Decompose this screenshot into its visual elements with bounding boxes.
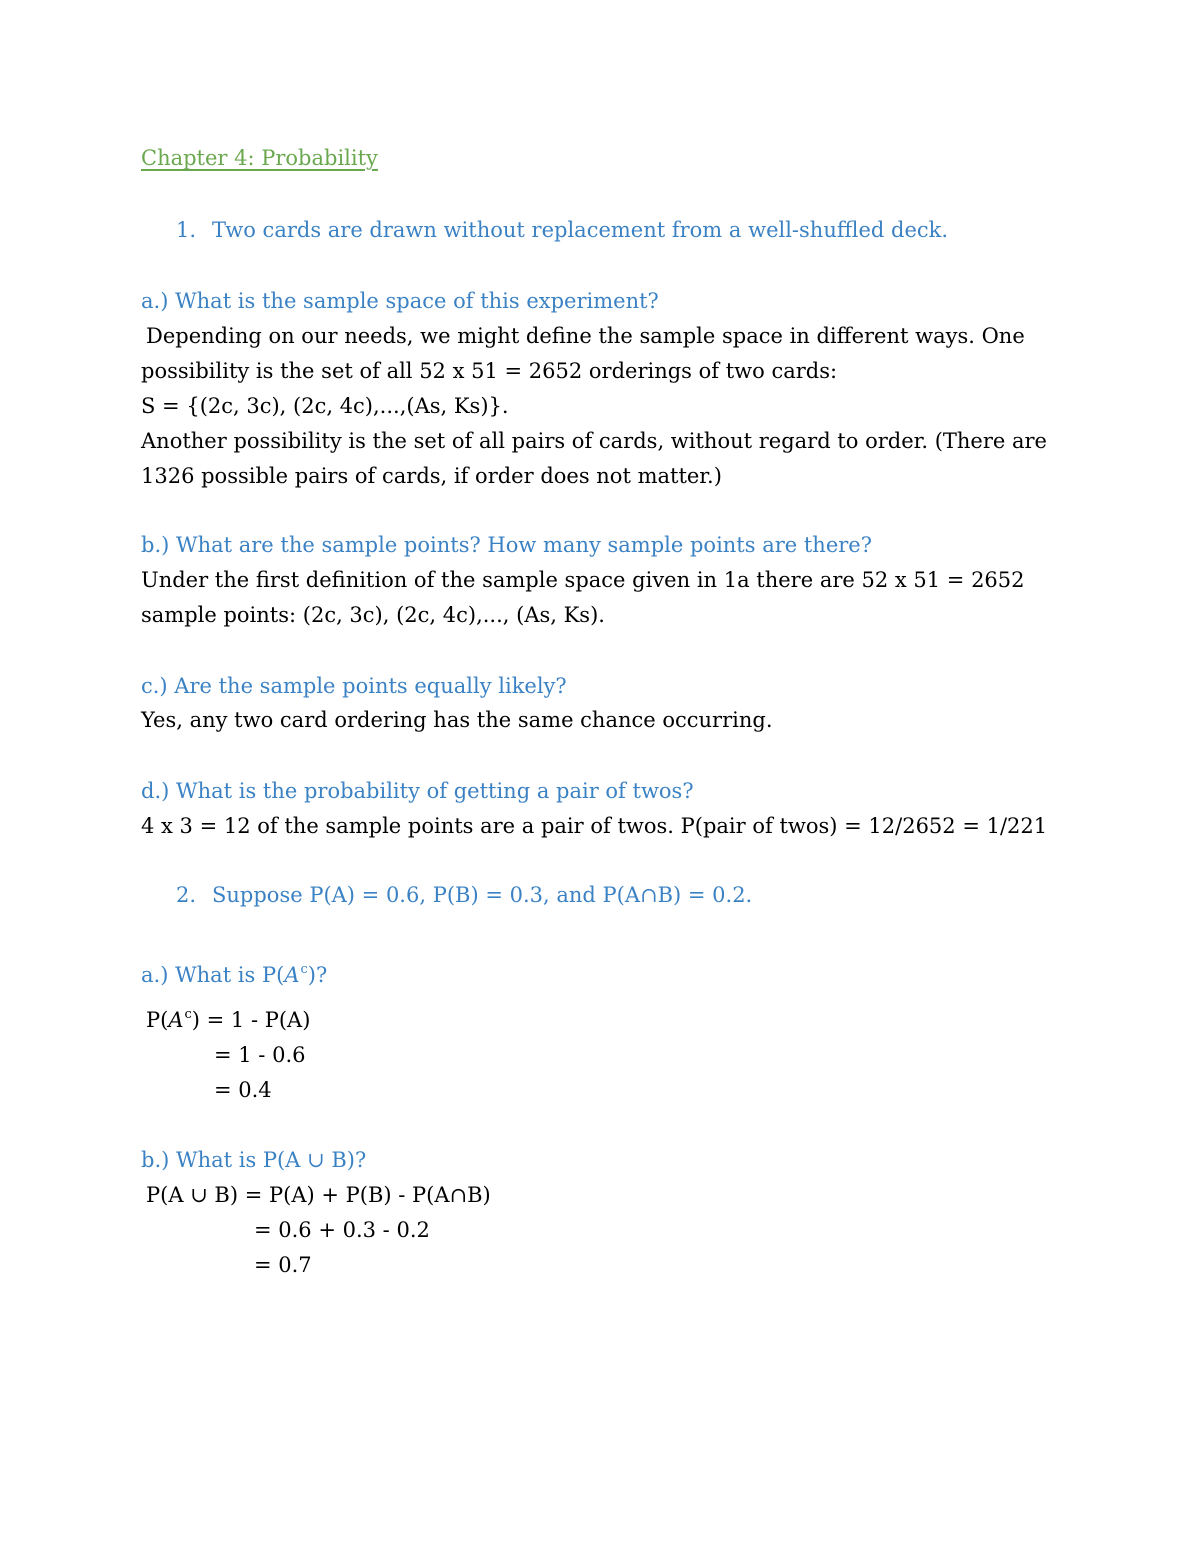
q1b-question: b.) What are the sample points? How many sample points are there? xyxy=(141,533,872,557)
q1a-answer-line-1: Depending on our needs, we might define the sample space in different ways. One xyxy=(146,324,1025,348)
q1a-answer-line-2: possibility is the set of all 52 x 51 = 2652 orderings of two cards: xyxy=(141,359,838,383)
q1c-answer-line-1: Yes, any two card ordering has the same chance occurring. xyxy=(141,708,773,732)
q1b-answer-line-2: sample points: (2c, 3c), (2c, 4c),..., (As, Ks). xyxy=(141,603,605,627)
q2a-answer-prefix: P( xyxy=(146,1008,169,1032)
q2a-answer-superscript: c xyxy=(184,1007,192,1022)
q2a-step-1: = 1 - 0.6 xyxy=(214,1043,306,1067)
q2a-step-2: = 0.4 xyxy=(214,1078,272,1102)
question-2-number: 2. xyxy=(176,883,197,907)
q2b-step-1: = 0.6 + 0.3 - 0.2 xyxy=(254,1218,430,1242)
q1b-answer-line-1: Under the first definition of the sample space given in 1a there are 52 x 51 = 2652 xyxy=(141,568,1025,592)
q1c-question: c.) Are the sample points equally likely? xyxy=(141,674,567,698)
q2a-question-suffix: )? xyxy=(307,963,328,987)
q2a-question xyxy=(141,961,327,993)
q1d-question: d.) What is the probability of getting a pair of twos? xyxy=(141,779,694,803)
question-2-text: Suppose P(A) = 0.6, P(B) = 0.3, and P(A∩B) = 0.2. xyxy=(212,883,753,907)
chapter-title: Chapter 4: Probability xyxy=(141,146,378,170)
question-1-number: 1. xyxy=(176,218,197,242)
q1a-answer-line-4: Another possibility is the set of all pairs of cards, without regard to order. (There are xyxy=(141,429,1047,453)
q1a-question: a.) What is the sample space of this experiment? xyxy=(141,289,659,313)
q2a-answer-suffix: ) = 1 - P(A) xyxy=(191,1008,311,1032)
q2b-answer: P(A ∪ B) = P(A) + P(B) - P(A∩B) xyxy=(146,1183,491,1207)
q1d-answer-line-1: 4 x 3 = 12 of the sample points are a pair of twos. P(pair of twos) = 12/2652 = 1/221 xyxy=(141,814,1048,838)
q2b-question: b.) What is P(A ∪ B)? xyxy=(141,1148,367,1172)
question-1 xyxy=(176,216,948,244)
q2a-question-prefix: a.) What is P( xyxy=(141,963,285,987)
q2a-question-superscript: c xyxy=(300,962,308,977)
q1a-answer-line-5: 1326 possible pairs of cards, if order does not matter.) xyxy=(141,464,722,488)
q1a-answer-line-3: S = {(2c, 3c), (2c, 4c),...,(As, Ks)}. xyxy=(141,394,509,418)
q2a-answer-variable: A xyxy=(168,1008,184,1032)
q2a-answer xyxy=(146,1006,310,1038)
q2b-step-2: = 0.7 xyxy=(254,1253,312,1277)
question-2 xyxy=(176,881,752,909)
question-1-text: Two cards are drawn without replacement from a well-shuffled deck. xyxy=(212,218,949,242)
q2a-question-variable: A xyxy=(284,963,300,987)
